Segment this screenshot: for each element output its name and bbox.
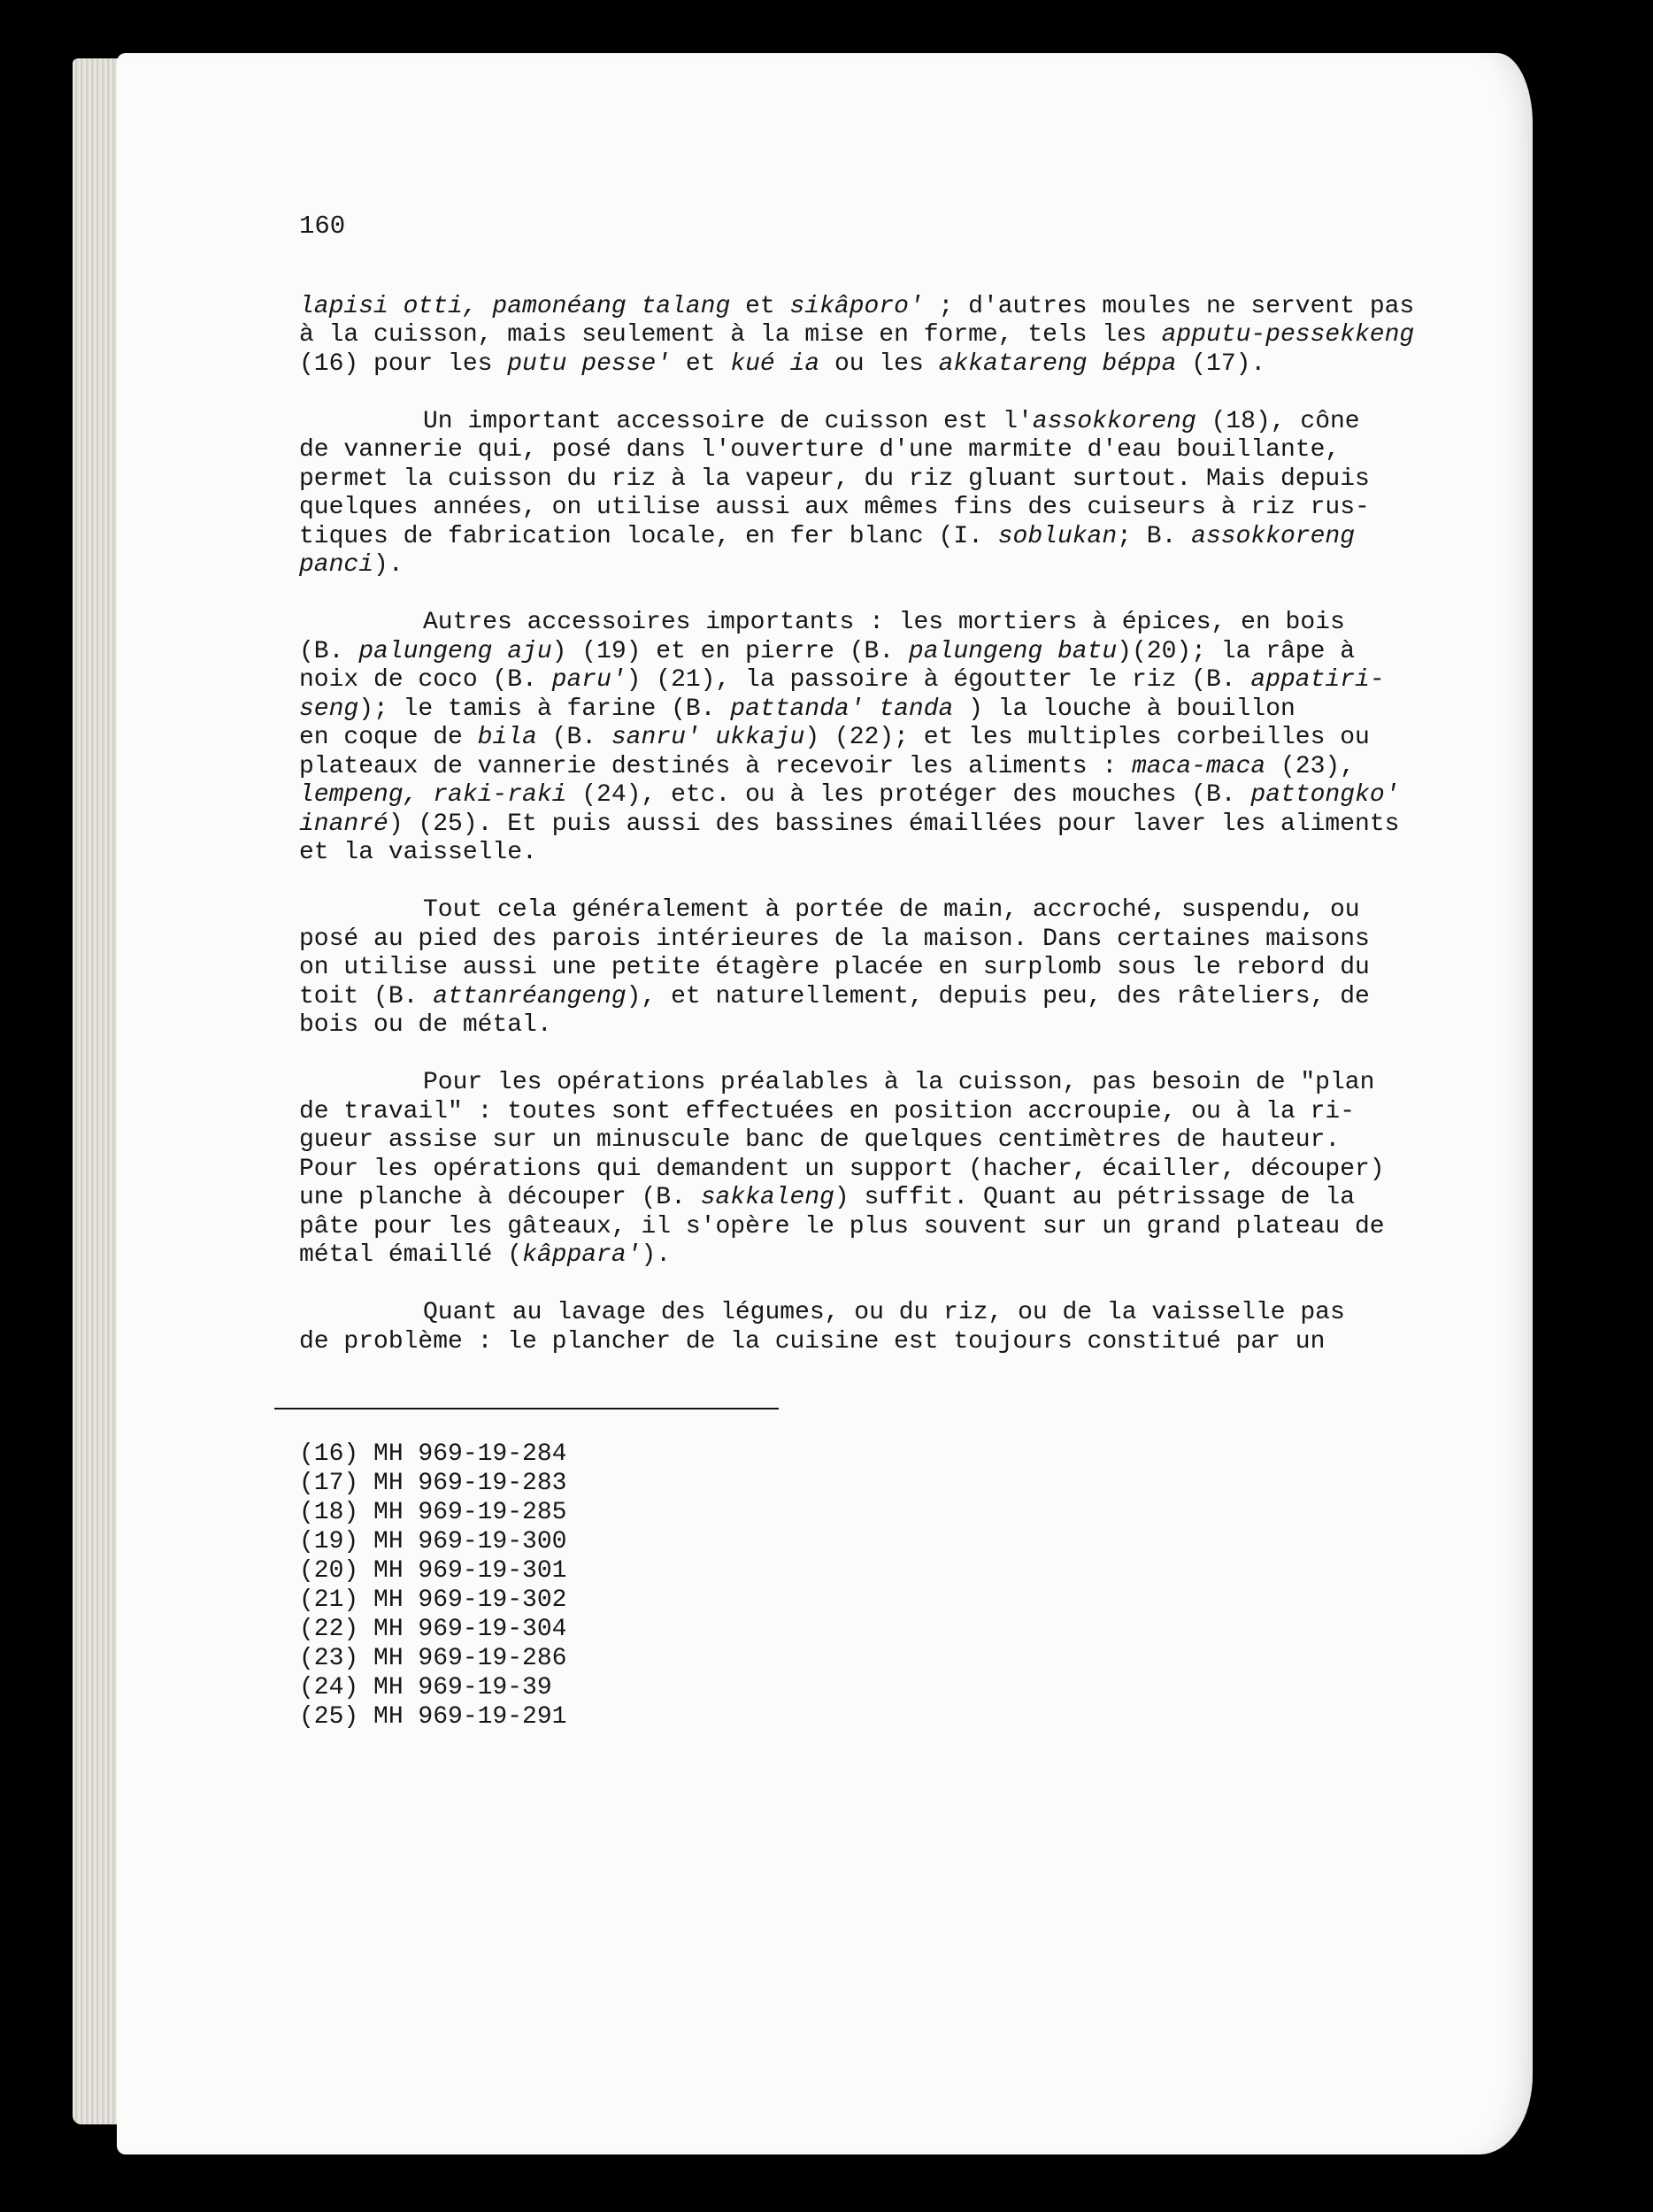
text-line: Quant au lavage des légumes, ou du riz, ou de la vaisselle pas [423, 1299, 1345, 1326]
text-line: métal émaillé (kâppara'). [299, 1241, 672, 1269]
text-line: en coque de bila (B. sanru' ukkaju) (22); et les multiples corbeilles ou [299, 724, 1370, 751]
footnote: (17) MH 969-19-283 [299, 1470, 567, 1497]
paragraph-3 [299, 609, 1423, 868]
footnote: (21) MH 969-19-302 [299, 1586, 567, 1614]
footnote: (24) MH 969-19-39 [299, 1674, 552, 1701]
text-line: gueur assise sur un minuscule banc de quelques centimètres de hauteur. [299, 1126, 1341, 1154]
text-line: plateaux de vannerie destinés à recevoir les aliments : maca-maca (23), [299, 752, 1356, 780]
footnote: (16) MH 969-19-284 [299, 1440, 567, 1468]
text-line: noix de coco (B. paru') (21), la passoire à égoutter le riz (B. appatiri- [299, 666, 1385, 694]
page-content [299, 212, 1423, 1732]
text-line: de travail" : toutes sont effectuées en position accroupie, ou à la ri- [299, 1097, 1355, 1125]
text-line: Un important accessoire de cuisson est l'assokkoreng (18), cône [423, 407, 1360, 435]
paragraph-2 [299, 408, 1423, 580]
text-line: quelques années, on utilise aussi aux mêmes fins des cuiseurs à riz rus- [299, 494, 1370, 521]
text-line: permet la cuisson du riz à la vapeur, du riz gluant surtout. Mais depuis [299, 465, 1370, 493]
text-line: Pour les opérations préalables à la cuisson, pas besoin de "plan [423, 1069, 1375, 1096]
paragraph-5 [299, 1069, 1423, 1271]
text-line: toit (B. attanréangeng), et naturellement, depuis peu, des râteliers, de [299, 982, 1370, 1010]
footnote: (25) MH 969-19-291 [299, 1703, 567, 1731]
paragraph-4 [299, 896, 1423, 1041]
page-number: 160 [299, 211, 346, 241]
footnote: (22) MH 969-19-304 [299, 1616, 567, 1643]
text-line: à la cuisson, mais seulement à la mise en forme, tels les apputu-pessekkeng [299, 321, 1415, 349]
text-line: tiques de fabrication locale, en fer blanc (I. soblukan; B. assokkoreng [299, 522, 1356, 550]
footnote-divider [274, 1408, 779, 1409]
text-line: Pour les opérations qui demandent un support (hacher, écailler, découper) [299, 1155, 1385, 1183]
text-line: seng); le tamis à farine (B. pattanda' tanda ) la louche à bouillon [299, 695, 1295, 723]
text-line: on utilise aussi une petite étagère placée en surplomb sous le rebord du [299, 954, 1370, 981]
footnote: (20) MH 969-19-301 [299, 1557, 567, 1585]
text-line: de vannerie qui, posé dans l'ouverture d'une marmite d'eau bouillante, [299, 436, 1341, 464]
paragraph-6 [299, 1299, 1423, 1356]
text-line: (16) pour les putu pesse' et kué ia ou les akkatareng béppa (17). [299, 349, 1266, 378]
text-line: de problème : le plancher de la cuisine est toujours constitué par un [299, 1327, 1326, 1356]
text-line: Tout cela généralement à portée de main, accroché, suspendu, ou [423, 896, 1360, 924]
text-line: panci). [299, 551, 404, 579]
text-line: inanré) (25). Et puis aussi des bassines émaillées pour laver les aliments [299, 810, 1400, 838]
paragraph-1 [299, 293, 1423, 380]
footnote: (18) MH 969-19-285 [299, 1499, 567, 1526]
text-line: lempeng, raki-raki (24), etc. ou à les protéger des mouches (B. pattongko' [299, 781, 1400, 809]
text-line: lapisi otti, pamonéang talang et sikâporo' ; d'autres moules ne servent pas [299, 292, 1415, 320]
footnote: (19) MH 969-19-300 [299, 1528, 567, 1555]
text-line: bois ou de métal. [299, 1011, 552, 1039]
text-line: (B. palungeng aju) (19) et en pierre (B. palungeng batu)(20); la râpe à [299, 637, 1356, 665]
text-line: pâte pour les gâteaux, il s'opère le plus souvent sur un grand plateau de [299, 1212, 1385, 1240]
footnote: (23) MH 969-19-286 [299, 1645, 567, 1672]
text-line: une planche à découper (B. sakkaleng) suffit. Quant au pétrissage de la [299, 1184, 1356, 1211]
footnotes-list [299, 1440, 1423, 1732]
text-line: posé au pied des parois intérieures de la maison. Dans certaines maisons [299, 925, 1370, 953]
text-line: et la vaisselle. [299, 839, 537, 866]
text-line: Autres accessoires importants : les mortiers à épices, en bois [423, 609, 1345, 636]
